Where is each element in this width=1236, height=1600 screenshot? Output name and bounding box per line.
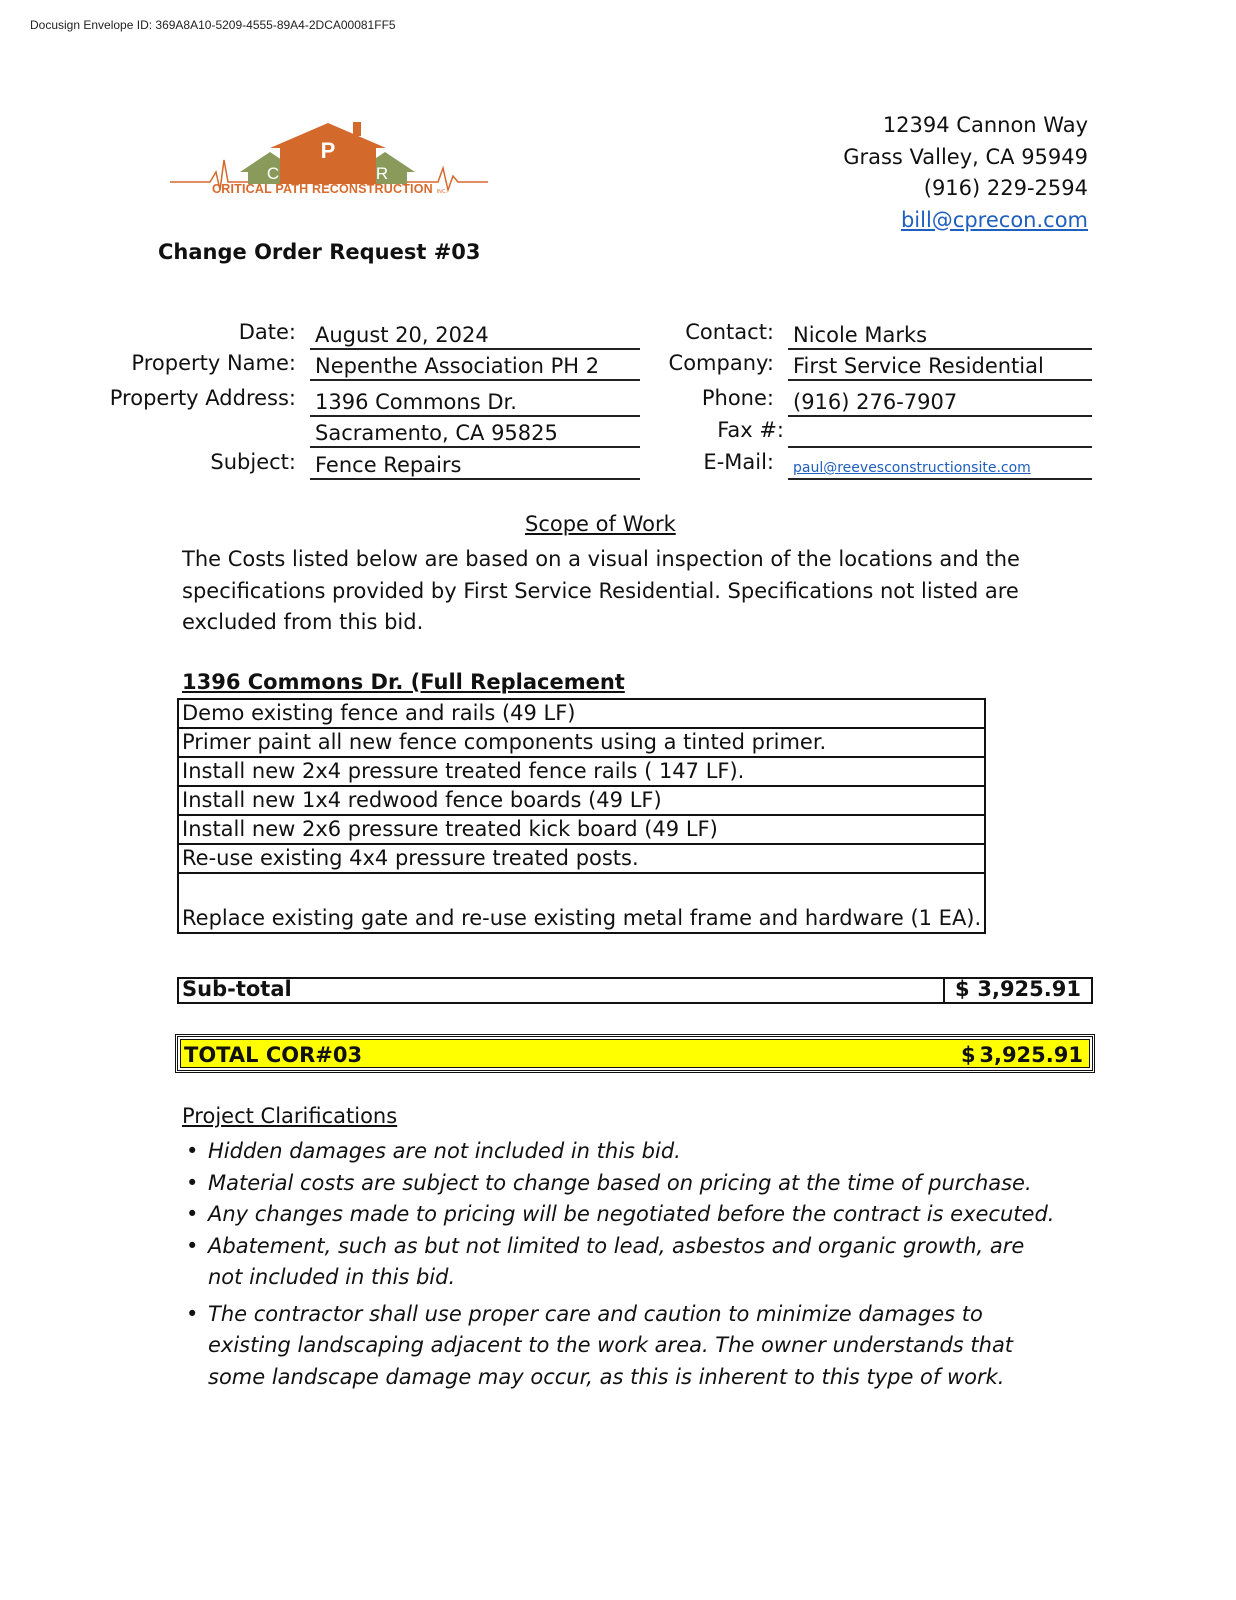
subtotal-amount: 3,925.91 [977, 977, 1081, 1001]
email-label: E-Mail: [703, 450, 774, 474]
list-item: • Material costs are subject to change based on pricing at the time of purchase. [184, 1168, 1064, 1200]
company-logo [170, 120, 490, 210]
table-row [178, 699, 985, 728]
envelope-id: Docusign Envelope ID: 369A8A10-5209-4555-89A4-2DCA00081FF5 [30, 18, 396, 32]
total-amount: 3,925.91 [979, 1043, 1083, 1067]
document-title: Change Order Request #03 [158, 240, 481, 264]
list-item: • The contractor shall use proper care and caution to minimize damages to existing landscaping adjacent to the work area. The owner understands that some landscape damage may occur, as this is inherent to this type of work. [184, 1299, 1064, 1394]
address-city: Grass Valley, CA 95949 [843, 144, 1088, 169]
property-address-line2: Sacramento, CA 95825 [310, 418, 640, 448]
section-title: 1396 Commons Dr. (Full Replacement [182, 670, 625, 694]
list-item: • Any changes made to pricing will be negotiated before the contract is executed. [184, 1199, 1064, 1231]
company-value: First Service Residential [788, 351, 1092, 381]
subtotal-row [177, 977, 1093, 1004]
address-email-link[interactable]: bill@cprecon.com [900, 207, 1088, 232]
table-cell: Install new 2x6 pressure treated kick board (49 LF) [178, 815, 985, 844]
logo-initial-p: P [320, 138, 336, 163]
logo-initial-c: C [266, 164, 280, 183]
property-address-label: Property Address: [109, 386, 296, 410]
address-phone: (916) 229-2594 [923, 176, 1088, 200]
property-address-line1: 1396 Commons Dr. [310, 387, 640, 417]
scope-items-table [177, 698, 986, 934]
fax-label: Fax #: [717, 418, 784, 442]
subject-value: Fence Repairs [310, 450, 640, 480]
company-label: Company: [668, 351, 774, 375]
table-row [178, 757, 985, 786]
scope-title: Scope of Work [525, 512, 676, 536]
total-currency: $ [961, 1043, 976, 1067]
list-item: • Abatement, such as but not limited to lead, asbestos and organic growth, are not included in this bid. [184, 1231, 1064, 1294]
contact-value: Nicole Marks [788, 320, 1092, 350]
table-cell: Install new 2x4 pressure treated fence rails ( 147 LF). [178, 757, 985, 786]
subject-label: Subject: [210, 450, 296, 474]
company-address [843, 110, 1088, 236]
table-cell: Primer paint all new fence components using a tinted primer. [178, 728, 985, 757]
table-row [178, 873, 985, 933]
subtotal-amount-cell [943, 979, 1091, 1002]
address-street: 12394 Cannon Way [882, 113, 1088, 137]
total-highlight [180, 1039, 1090, 1068]
logo-company-name: CRITICAL PATH RECONSTRUCTION INC. [212, 182, 448, 196]
email-link[interactable]: paul@reevesconstructionsite.com [788, 450, 1092, 480]
table-row [178, 728, 985, 757]
property-name-value: Nepenthe Association PH 2 [310, 351, 640, 381]
fax-value [788, 418, 1092, 448]
table-row [178, 815, 985, 844]
phone-value: (916) 276-7907 [788, 387, 1092, 417]
list-item: • Hidden damages are not included in this bid. [184, 1136, 1064, 1168]
property-name-label: Property Name: [131, 351, 296, 375]
total-label: TOTAL COR#03 [184, 1043, 363, 1067]
table-row [178, 786, 985, 815]
clarifications-title: Project Clarifications [182, 1104, 398, 1128]
table-cell: Replace existing gate and re-use existing metal frame and hardware (1 EA). [178, 873, 985, 933]
table-cell: Install new 1x4 redwood fence boards (49 LF) [178, 786, 985, 815]
subtotal-label: Sub-total [182, 977, 292, 1001]
date-label: Date: [238, 320, 296, 344]
table-row [178, 844, 985, 873]
logo-initial-r: R [375, 164, 389, 183]
contact-label: Contact: [685, 320, 774, 344]
total-row [175, 1034, 1095, 1073]
house-logo-icon [170, 120, 490, 210]
table-cell: Demo existing fence and rails (49 LF) [178, 699, 985, 728]
date-value: August 20, 2024 [310, 320, 640, 350]
phone-label: Phone: [701, 386, 774, 410]
scope-text: The Costs listed below are based on a visual inspection of the locations and the specifications provided by First Service Residential. Specifications not listed are excluded from this bid. [182, 547, 1020, 634]
subtotal-currency: $ [955, 977, 970, 1001]
table-cell: Re-use existing 4x4 pressure treated posts. [178, 844, 985, 873]
clarifications-list [184, 1136, 1064, 1393]
